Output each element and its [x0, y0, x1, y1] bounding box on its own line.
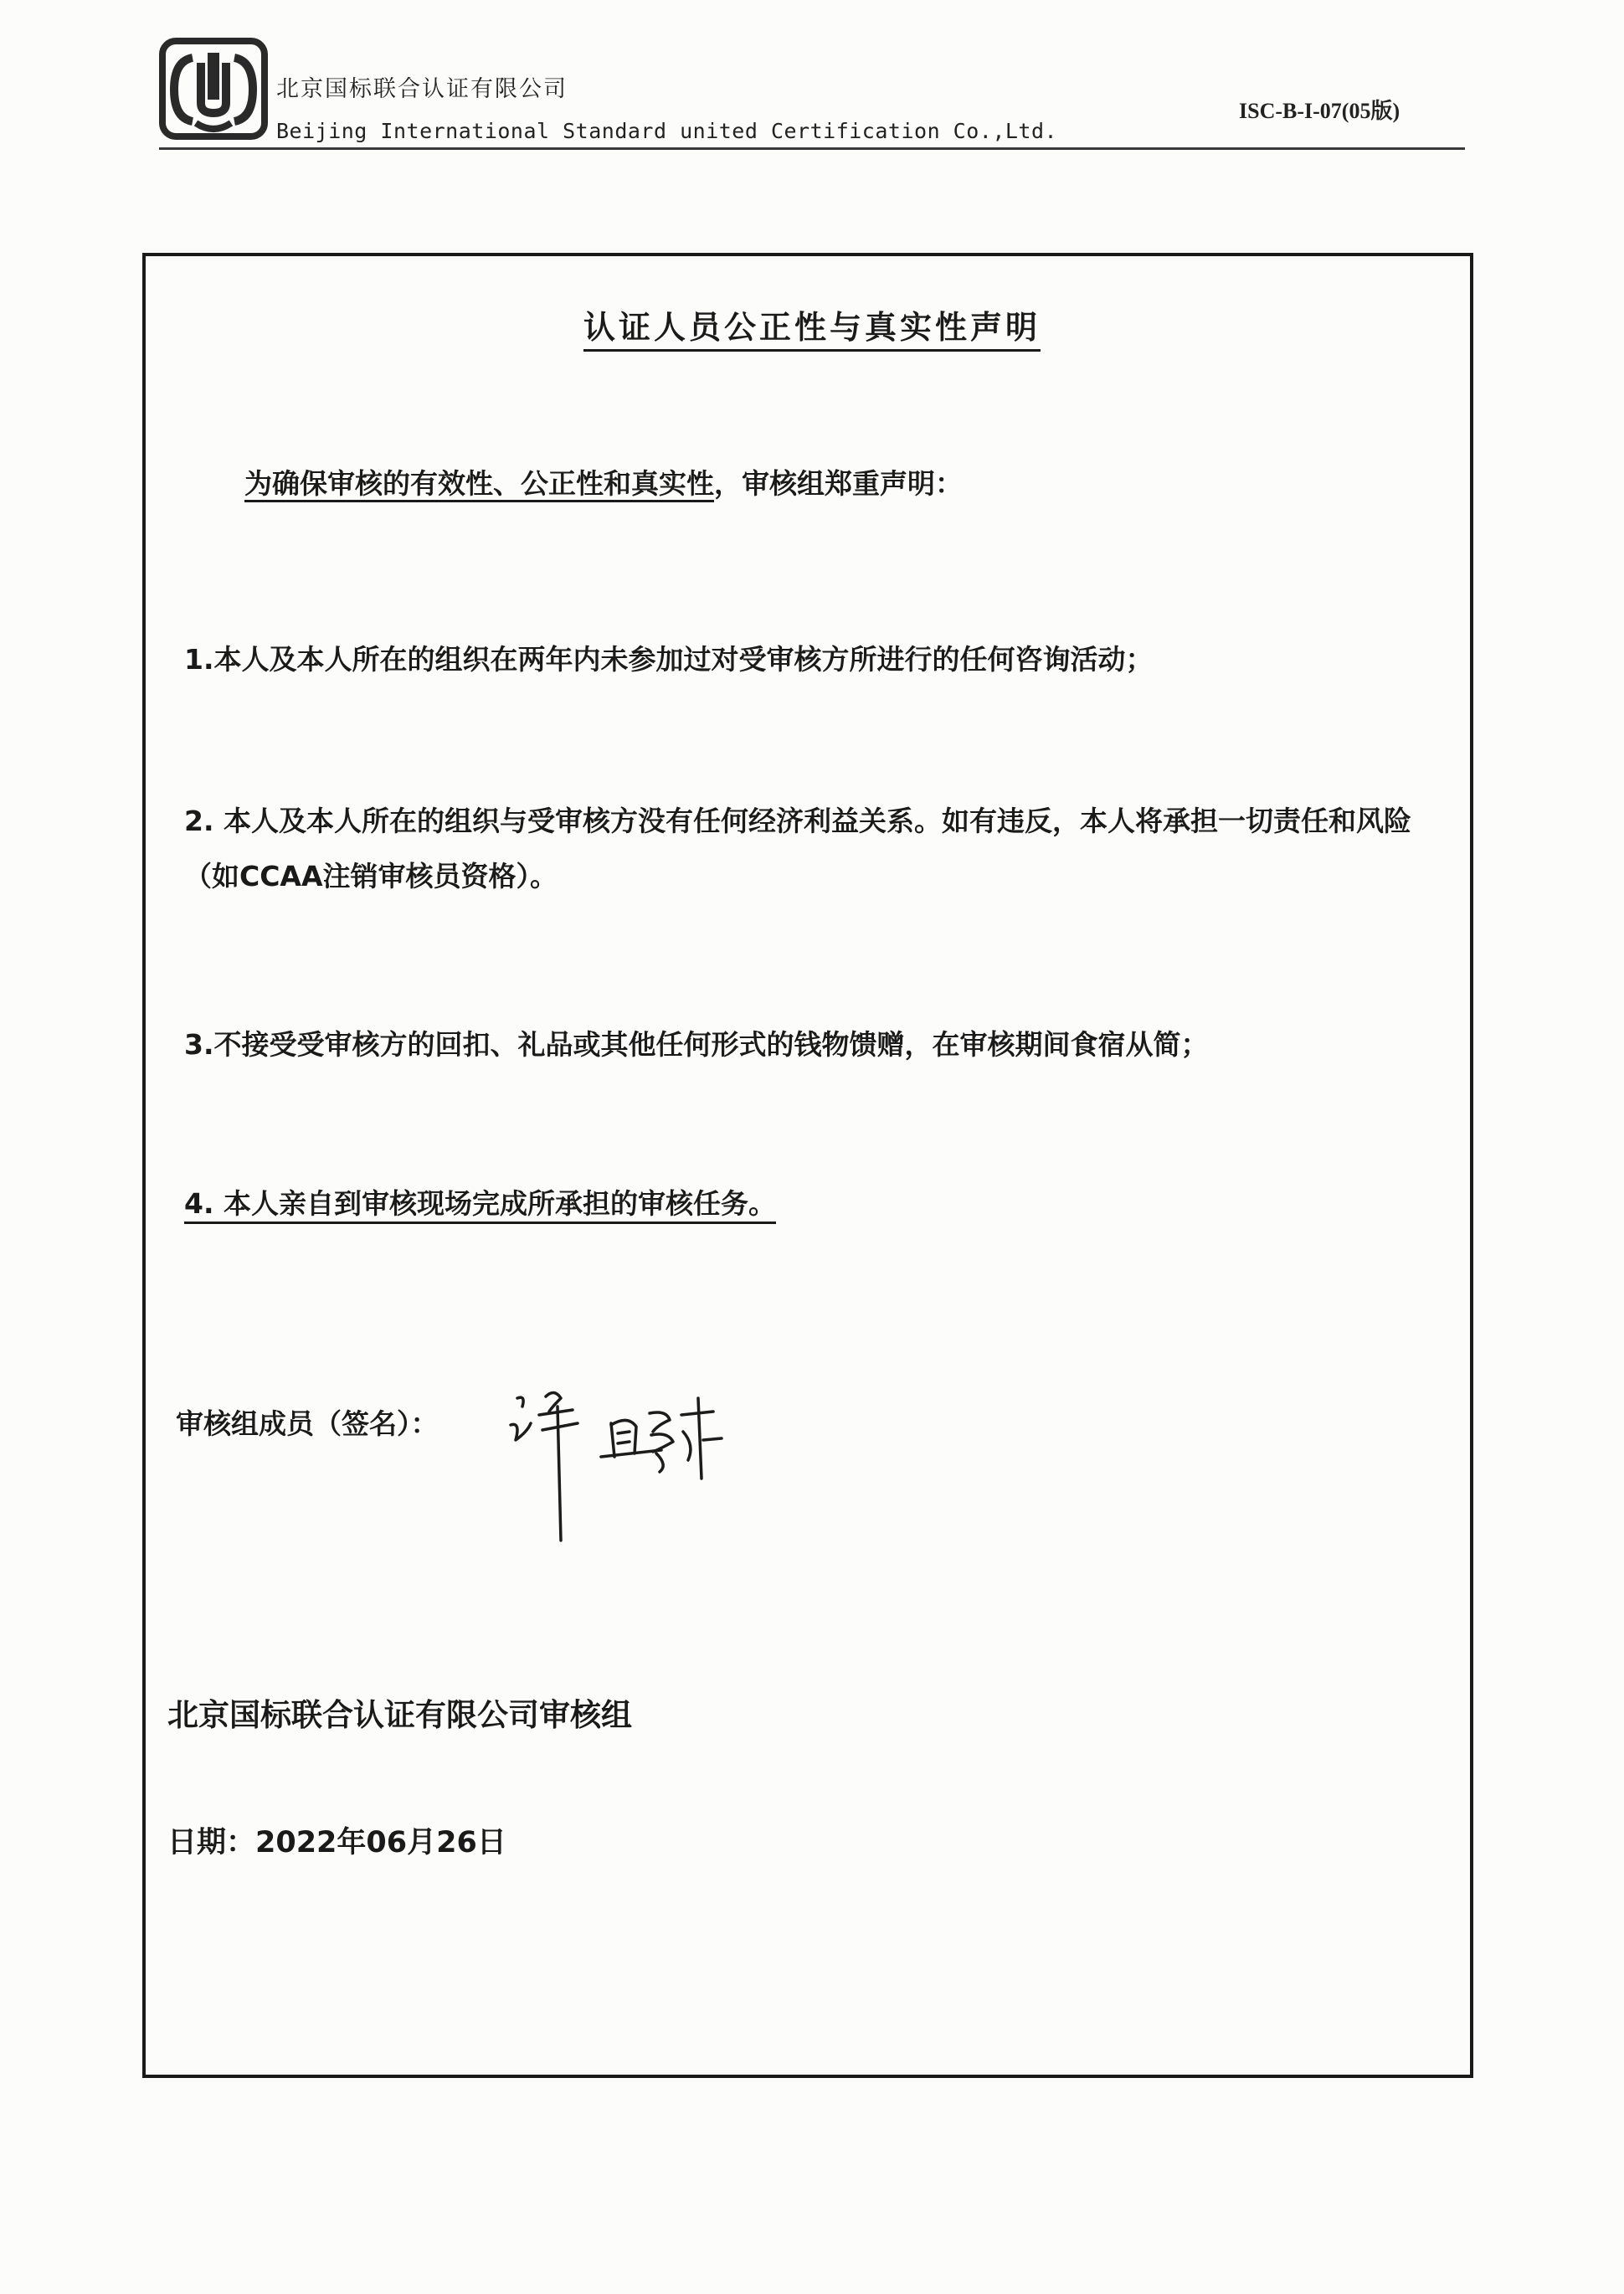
declaration-frame — [142, 253, 1473, 2078]
organization-name: 北京国标联合认证有限公司审核组 — [167, 1697, 632, 1733]
company-name-cn: 北京国标联合认证有限公司 — [276, 76, 568, 102]
item-4-text: 4. 本人亲自到审核现场完成所承担的审核任务。 — [184, 1187, 776, 1224]
handwritten-signature-icon — [502, 1373, 804, 1566]
declaration-date: 日期：2022年06月26日 — [167, 1826, 506, 1859]
declaration-item-1: 1.本人及本人所在的组织在两年内未参加过对受审核方所进行的任何咨询活动； — [184, 643, 1154, 676]
signature-label: 审核组成员（签名）： — [176, 1407, 439, 1440]
declaration-item-3: 3.不接受受审核方的回扣、礼品或其他任何形式的钱物馈赠，在审核期间食宿从简； — [184, 1028, 1209, 1061]
header-divider — [159, 147, 1465, 150]
document-title — [0, 301, 1624, 347]
title-text: 认证人员公正性与真实性声明 — [583, 309, 1041, 352]
declaration-item-2: 2. 本人及本人所在的组织与受审核方没有任何经济利益关系。如有违反，本人将承担一切责任和风险（如CCAA注销审核员资格）。 — [184, 805, 1411, 892]
document-code: ISC-B-I-07(05版) — [1239, 99, 1400, 123]
company-name-en: Beijing International Standard united Certification Co.,Ltd. — [276, 119, 1058, 143]
company-logo-icon — [159, 38, 268, 143]
declaration-item-4 — [184, 1176, 776, 1232]
intro-underlined: 为确保审核的有效性、公正性和真实性 — [244, 467, 714, 502]
page-header — [0, 0, 1624, 159]
intro-rest: ，审核组郑重声明： — [714, 467, 963, 500]
intro-paragraph — [244, 456, 963, 512]
